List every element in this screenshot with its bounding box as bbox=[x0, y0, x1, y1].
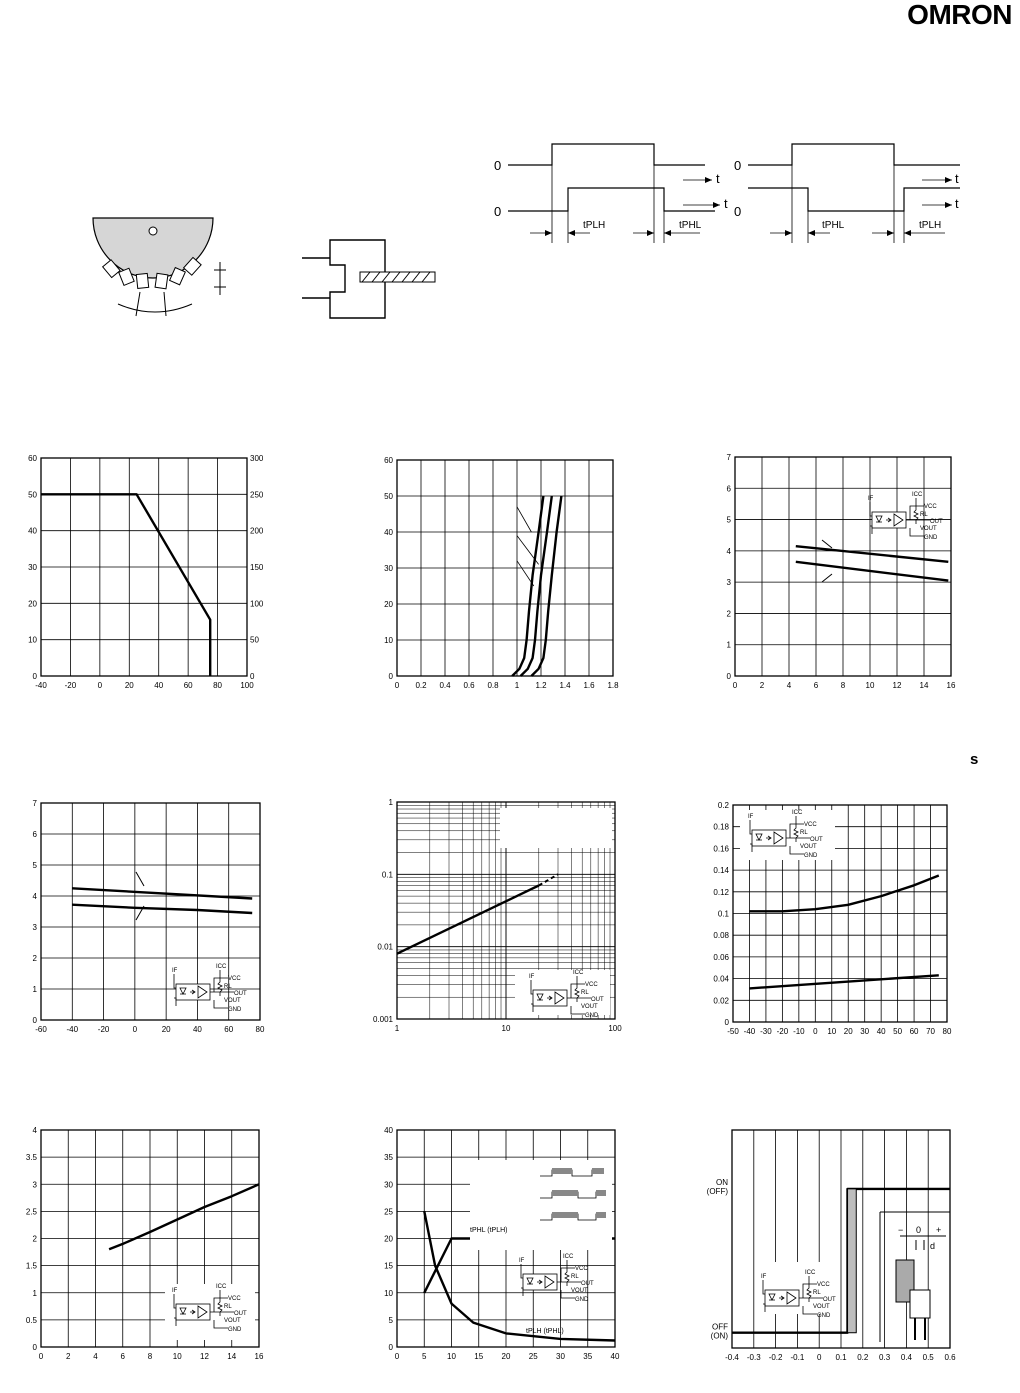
circuit-label-out: OUT bbox=[810, 837, 823, 843]
series-line-1 bbox=[750, 876, 939, 912]
circuit-label-icc: ICC bbox=[805, 1270, 816, 1276]
x-tick-label: 8 bbox=[147, 1352, 153, 1361]
y-tick-label: 3.5 bbox=[25, 1153, 37, 1163]
timing-t-top: t bbox=[955, 171, 959, 186]
x-tick-label: 0.3 bbox=[879, 1353, 891, 1362]
circuit-label-rl: RL bbox=[813, 1290, 821, 1296]
y-tick-label: 6 bbox=[32, 830, 37, 839]
y-tick-label: 1 bbox=[32, 1288, 37, 1298]
transition-hatch-band bbox=[848, 1189, 857, 1333]
y2-tick-label: 200 bbox=[250, 526, 264, 536]
x-tick-label: 60 bbox=[224, 1025, 234, 1034]
y-tick-label: 0.04 bbox=[713, 974, 729, 984]
circuit-label-out: OUT bbox=[591, 997, 604, 1003]
circuit-label-icc: ICC bbox=[216, 1284, 227, 1290]
x-tick-label: 0.2 bbox=[857, 1353, 869, 1362]
x-tick-label: 20 bbox=[161, 1025, 171, 1034]
circuit-label-vcc: VCC bbox=[585, 982, 598, 988]
y-tick-label: 0.18 bbox=[713, 822, 729, 832]
series bbox=[397, 874, 558, 953]
charts bbox=[26, 453, 956, 1362]
y-tick-label: 40 bbox=[384, 528, 393, 537]
tick-labels bbox=[725, 1353, 956, 1362]
x-tick-label: 0 bbox=[97, 681, 103, 690]
y2-tick-label: 300 bbox=[250, 454, 264, 463]
x-tick-label: 40 bbox=[610, 1352, 620, 1361]
x-tick-label: -40 bbox=[743, 1027, 756, 1036]
y-tick-label: 50 bbox=[28, 490, 37, 500]
circuit-label-if: IF bbox=[748, 814, 754, 820]
x-tick-label: -30 bbox=[760, 1027, 772, 1036]
dimension-lines bbox=[900, 1236, 946, 1250]
series-line-1 bbox=[796, 546, 949, 562]
x-tick-label: 20 bbox=[501, 1352, 511, 1361]
circuit-label-vcc: VCC bbox=[804, 822, 817, 828]
timing-t-top: t bbox=[716, 171, 720, 186]
y-tick-label: 4 bbox=[32, 892, 37, 901]
encoder-disk-illustration bbox=[93, 218, 226, 316]
hatch-box bbox=[552, 1212, 578, 1218]
timing-delay-right: tPLH bbox=[919, 220, 942, 231]
x-tick-label: 6 bbox=[813, 681, 819, 690]
y-tick-label: 0 bbox=[32, 1343, 37, 1352]
x-tick-label: 10 bbox=[827, 1027, 837, 1036]
x-tick-label: 0.2 bbox=[415, 681, 427, 690]
x-tick-label: -40 bbox=[66, 1025, 79, 1034]
circuit-label-vout: VOUT bbox=[571, 1288, 588, 1294]
y-tick-label: 35 bbox=[384, 1153, 393, 1163]
circuit-label-out: OUT bbox=[234, 991, 247, 997]
x-tick-label: 1.2 bbox=[535, 681, 547, 690]
y-tick-label: 0.01 bbox=[377, 942, 393, 952]
y-tick-label: 0 bbox=[388, 672, 393, 681]
circuit-label-gnd: GND bbox=[575, 1297, 589, 1303]
y2-tick-label: 50 bbox=[250, 635, 259, 645]
omron-logo: OMRON bbox=[907, 0, 1012, 30]
x-tick-label: 14 bbox=[227, 1352, 237, 1361]
circuit-label-vcc: VCC bbox=[228, 1296, 241, 1302]
y-tick-label: 6 bbox=[726, 484, 731, 494]
y-tick-label: 0.001 bbox=[372, 1015, 393, 1024]
x-tick-label: 80 bbox=[255, 1025, 265, 1034]
y-tick-label: 50 bbox=[384, 492, 393, 501]
grid bbox=[397, 460, 613, 676]
x-tick-label: -20 bbox=[97, 1025, 110, 1034]
x-tick-label: 0.1 bbox=[835, 1353, 847, 1362]
y-tick-label: 0 bbox=[32, 1016, 37, 1025]
series bbox=[512, 496, 561, 676]
y-tick-label: 0.12 bbox=[713, 887, 729, 897]
x-tick-label: 16 bbox=[946, 681, 956, 690]
timing-t-bottom: t bbox=[724, 196, 728, 211]
x-tick-label: 60 bbox=[909, 1027, 919, 1036]
x-tick-label: 0.6 bbox=[944, 1353, 956, 1362]
x-tick-label: 0.4 bbox=[900, 1353, 912, 1362]
circuit-label-vout: VOUT bbox=[581, 1004, 598, 1010]
chart-5 bbox=[373, 798, 622, 1033]
y-tick-label: 10 bbox=[384, 1288, 393, 1298]
series-line-3 bbox=[531, 496, 561, 676]
x-tick-label: 25 bbox=[528, 1352, 538, 1361]
x-tick-label: 70 bbox=[926, 1027, 935, 1036]
y-tick-label: 20 bbox=[384, 600, 393, 609]
y-tick-label: 15 bbox=[384, 1261, 393, 1271]
grid bbox=[41, 458, 247, 676]
y-tick-label: 0.14 bbox=[713, 866, 729, 876]
y-tick-label: 25 bbox=[384, 1207, 393, 1217]
y-tick-label: 30 bbox=[384, 1180, 393, 1190]
y2-tick-label: 250 bbox=[250, 490, 264, 500]
x-tick-label: -60 bbox=[35, 1025, 47, 1034]
x-tick-label: -0.2 bbox=[768, 1353, 783, 1362]
x-tick-label: 35 bbox=[583, 1352, 593, 1361]
x-tick-label: 16 bbox=[254, 1352, 264, 1361]
chart-8 bbox=[384, 1126, 620, 1361]
circuit-label-out: OUT bbox=[823, 1297, 836, 1303]
y-tick-label: 0.06 bbox=[713, 952, 729, 962]
x-tick-label: 10 bbox=[501, 1024, 511, 1033]
y-tick-label: 0 bbox=[388, 1343, 393, 1352]
circuit-label-rl: RL bbox=[224, 1304, 232, 1310]
chart-7 bbox=[26, 1126, 264, 1361]
y2-tick-label: 150 bbox=[250, 563, 264, 572]
series-line-1 bbox=[109, 1184, 259, 1249]
series bbox=[750, 876, 939, 989]
x-tick-label: -10 bbox=[793, 1027, 805, 1036]
x-tick-label: 10 bbox=[172, 1352, 182, 1361]
y-tick-label: 4 bbox=[32, 1126, 37, 1135]
x-tick-label: -20 bbox=[64, 681, 77, 690]
x-tick-label: 4 bbox=[786, 681, 792, 690]
x-tick-label: 0 bbox=[132, 1025, 138, 1034]
y-label-off: OFF bbox=[712, 1322, 728, 1332]
y2-tick-label: 100 bbox=[250, 599, 264, 609]
inset-label-minus: − bbox=[898, 1225, 904, 1235]
x-tick-label: 8 bbox=[840, 681, 846, 690]
label-mask bbox=[500, 808, 612, 848]
timing-zero-top: 0 bbox=[734, 158, 742, 173]
x-tick-label: 2 bbox=[759, 681, 765, 690]
x-tick-label: 1.4 bbox=[559, 681, 571, 690]
timing-t-bottom: t bbox=[955, 196, 959, 211]
arrow-heads bbox=[545, 177, 952, 236]
y-tick-label: 3 bbox=[32, 1180, 37, 1190]
timing-labels-left bbox=[494, 158, 728, 231]
x-tick-label: 100 bbox=[240, 681, 254, 690]
chart-9 bbox=[707, 1130, 956, 1362]
timing-delay-left: tPLH bbox=[583, 220, 606, 231]
y-tick-label: 2 bbox=[32, 954, 37, 963]
annotation-line bbox=[517, 561, 534, 586]
y-label-on: ON bbox=[716, 1177, 728, 1187]
series-line-2 bbox=[750, 975, 939, 988]
inset-label-zero: 0 bbox=[916, 1225, 922, 1235]
inset-backdrop bbox=[470, 1160, 612, 1250]
x-tick-label: 0.8 bbox=[487, 681, 499, 690]
y-tick-label: 7 bbox=[32, 799, 37, 808]
circuit-label-if: IF bbox=[519, 1258, 525, 1264]
y-label-off-alt: (ON) bbox=[710, 1331, 728, 1341]
x-tick-label: 30 bbox=[556, 1352, 565, 1361]
x-tick-label: 0.6 bbox=[463, 681, 475, 690]
y-tick-label: 3 bbox=[32, 923, 37, 932]
circuit-label-rl: RL bbox=[920, 512, 928, 518]
x-tick-label: 4 bbox=[93, 1352, 98, 1361]
circuit-label-vout: VOUT bbox=[920, 526, 937, 532]
y-tick-label: 0.16 bbox=[713, 844, 729, 854]
series-line-2 bbox=[72, 905, 252, 913]
y-tick-label: 30 bbox=[28, 563, 37, 572]
x-tick-label: 12 bbox=[892, 681, 902, 690]
x-tick-label: -0.4 bbox=[725, 1353, 739, 1362]
circuit-label-vout: VOUT bbox=[800, 844, 817, 850]
stray-s-mark: s bbox=[970, 751, 979, 768]
series bbox=[72, 888, 252, 913]
x-tick-label: 80 bbox=[213, 681, 223, 690]
series-line-1 bbox=[72, 888, 252, 898]
x-tick-label: 0 bbox=[38, 1352, 44, 1361]
illustrations bbox=[93, 144, 960, 318]
circuit-label-if: IF bbox=[172, 968, 178, 974]
series bbox=[41, 494, 210, 676]
series bbox=[109, 1184, 259, 1249]
circuit-label-vout: VOUT bbox=[813, 1304, 830, 1310]
circuit-label-icc: ICC bbox=[573, 970, 584, 976]
x-tick-label: -40 bbox=[35, 681, 47, 690]
circuit-label-gnd: GND bbox=[585, 1013, 599, 1019]
photointerrupter-illustration bbox=[302, 240, 435, 318]
x-tick-label: 0 bbox=[813, 1027, 818, 1036]
test-circuit-inset bbox=[868, 492, 943, 541]
x-tick-label: 100 bbox=[608, 1024, 622, 1033]
y-tick-label: 0.02 bbox=[713, 996, 729, 1006]
x-tick-label: 30 bbox=[860, 1027, 870, 1036]
timing-zero-bottom: 0 bbox=[494, 204, 502, 219]
x-tick-label: 80 bbox=[942, 1027, 952, 1036]
hatch-box bbox=[596, 1190, 606, 1196]
y2-tick-label: 0 bbox=[250, 672, 255, 681]
y-tick-label: 2 bbox=[32, 1234, 37, 1244]
circuit-label-gnd: GND bbox=[817, 1313, 831, 1319]
hatch-box bbox=[552, 1168, 572, 1174]
inset-label-d: d bbox=[930, 1241, 936, 1251]
on-off-labels bbox=[707, 1178, 729, 1341]
hatch-box bbox=[596, 1212, 606, 1218]
series bbox=[796, 546, 949, 580]
y-tick-label: 30 bbox=[384, 564, 393, 573]
circuit-label-gnd: GND bbox=[924, 535, 938, 541]
series-label-tphl: tPHL (tPLH) bbox=[470, 1227, 508, 1234]
chart-2 bbox=[384, 456, 619, 690]
circuit-label-out: OUT bbox=[581, 1281, 594, 1287]
circuit-label-rl: RL bbox=[800, 830, 808, 836]
timing-zero-bottom: 0 bbox=[734, 204, 742, 219]
circuit-label-icc: ICC bbox=[912, 492, 923, 498]
test-circuit-inset bbox=[519, 1254, 594, 1303]
inset-labels bbox=[898, 1225, 941, 1251]
circuit-label-vcc: VCC bbox=[228, 976, 241, 982]
x-tick-label: 0 bbox=[816, 1353, 822, 1362]
annotation-lines bbox=[517, 507, 539, 586]
x-tick-label: 20 bbox=[124, 681, 134, 690]
x-tick-label: 40 bbox=[876, 1027, 886, 1036]
y-tick-label: 60 bbox=[384, 456, 393, 465]
y-tick-label: 20 bbox=[28, 599, 37, 609]
circuit-label-vcc: VCC bbox=[817, 1282, 830, 1288]
circuit-label-rl: RL bbox=[581, 990, 589, 996]
x-tick-label: 5 bbox=[422, 1352, 427, 1361]
y-tick-label: 2 bbox=[726, 609, 731, 619]
curve-pointer-lines bbox=[822, 540, 832, 582]
x-tick-label: 1 bbox=[394, 1024, 400, 1033]
y-tick-label: 0 bbox=[726, 672, 731, 681]
circuit-label-icc: ICC bbox=[563, 1254, 574, 1260]
circuit-label-if: IF bbox=[529, 974, 535, 980]
inset-label-plus: + bbox=[936, 1225, 942, 1235]
sensor-pins bbox=[915, 1318, 925, 1340]
circuit-label-icc: ICC bbox=[792, 810, 803, 816]
x-tick-label: 60 bbox=[183, 681, 193, 690]
x-tick-label: -50 bbox=[727, 1027, 739, 1036]
y-tick-label: 2.5 bbox=[25, 1207, 37, 1217]
x-tick-label: 15 bbox=[474, 1352, 484, 1361]
x-tick-label: 12 bbox=[200, 1352, 209, 1361]
x-tick-label: 50 bbox=[893, 1027, 903, 1036]
timing-delay-right: tPHL bbox=[679, 220, 702, 231]
y-tick-label: 1.5 bbox=[25, 1261, 37, 1271]
y-tick-label: 5 bbox=[32, 861, 37, 870]
tick-labels bbox=[28, 454, 264, 690]
timing-delay-left: tPHL bbox=[822, 220, 845, 231]
series-line-2 bbox=[796, 562, 949, 581]
series-line-2 bbox=[539, 874, 558, 885]
circuit-label-if: IF bbox=[761, 1274, 767, 1280]
x-tick-label: 10 bbox=[447, 1352, 456, 1361]
y-tick-label: 40 bbox=[384, 1126, 393, 1135]
x-tick-label: 10 bbox=[865, 681, 875, 690]
y-tick-label: 0.1 bbox=[717, 909, 729, 919]
y-tick-label: 1 bbox=[32, 985, 37, 994]
circuit-label-rl: RL bbox=[224, 984, 232, 990]
timing-labels-right bbox=[734, 158, 959, 231]
hatch-box bbox=[592, 1168, 604, 1174]
test-circuit-inset bbox=[172, 964, 247, 1013]
circuit-label-gnd: GND bbox=[228, 1007, 242, 1013]
y-tick-label: 10 bbox=[384, 636, 393, 645]
chart-6 bbox=[713, 801, 952, 1036]
x-tick-label: -0.1 bbox=[790, 1353, 805, 1362]
circuit-label-gnd: GND bbox=[804, 853, 818, 859]
x-tick-label: 1.6 bbox=[583, 681, 595, 690]
chart-3 bbox=[727, 453, 956, 690]
x-tick-label: 0 bbox=[394, 1352, 400, 1361]
y-tick-label: 1 bbox=[388, 798, 393, 807]
y-tick-label: 0 bbox=[32, 672, 37, 681]
circuit-label-vcc: VCC bbox=[575, 1266, 588, 1272]
hatch-box bbox=[552, 1190, 578, 1196]
tick-labels bbox=[384, 456, 619, 690]
x-tick-label: 40 bbox=[192, 1025, 202, 1034]
y-label-on-alt: (OFF) bbox=[706, 1186, 728, 1196]
y-tick-label: 10 bbox=[28, 635, 37, 645]
series-line-1 bbox=[397, 886, 539, 954]
circuit-label-gnd: GND bbox=[228, 1327, 242, 1333]
x-tick-label: 0 bbox=[732, 681, 738, 690]
x-tick-label: 0.4 bbox=[439, 681, 451, 690]
circuit-label-vout: VOUT bbox=[224, 998, 241, 1004]
y-tick-label: 40 bbox=[28, 526, 37, 536]
circuit-label-icc: ICC bbox=[216, 964, 227, 970]
timing-zero-top: 0 bbox=[494, 158, 502, 173]
y-tick-label: 1 bbox=[726, 640, 731, 650]
y-tick-label: 5 bbox=[726, 515, 731, 525]
series-line-1 bbox=[41, 494, 210, 676]
x-tick-label: 0.5 bbox=[922, 1353, 934, 1362]
series-label-tplh: tPLH (tPHL) bbox=[526, 1328, 564, 1335]
x-tick-label: -20 bbox=[776, 1027, 789, 1036]
sensor-body bbox=[910, 1290, 930, 1318]
y-tick-label: 0.2 bbox=[717, 801, 729, 810]
y-tick-label: 0 bbox=[724, 1018, 729, 1027]
circuit-label-rl: RL bbox=[571, 1274, 579, 1280]
y-tick-label: 0.08 bbox=[713, 931, 729, 941]
annotation-line bbox=[517, 507, 531, 532]
y-tick-label: 0.1 bbox=[381, 870, 393, 880]
circuit-label-out: OUT bbox=[234, 1311, 247, 1317]
x-tick-label: -0.3 bbox=[746, 1353, 761, 1362]
y-tick-label: 7 bbox=[726, 453, 731, 462]
circuit-label-if: IF bbox=[868, 496, 874, 502]
circuit-label-vcc: VCC bbox=[924, 504, 937, 510]
x-tick-label: 0 bbox=[394, 681, 400, 690]
x-tick-label: 14 bbox=[919, 681, 929, 690]
x-tick-label: 6 bbox=[120, 1352, 125, 1361]
y-tick-label: 20 bbox=[384, 1234, 393, 1244]
circuit-label-vout: VOUT bbox=[224, 1318, 241, 1324]
x-tick-label: 1 bbox=[514, 681, 520, 690]
y-tick-label: 0.5 bbox=[25, 1315, 37, 1325]
circuit-label-out: OUT bbox=[930, 519, 943, 525]
x-tick-label: 1.8 bbox=[607, 681, 619, 690]
y-tick-label: 60 bbox=[28, 454, 37, 463]
y-tick-label: 5 bbox=[388, 1315, 393, 1325]
x-tick-label: 40 bbox=[154, 681, 164, 690]
y-tick-label: 3 bbox=[726, 578, 731, 588]
y-tick-label: 4 bbox=[726, 546, 731, 556]
chart-1 bbox=[28, 454, 264, 690]
circuit-label-if: IF bbox=[172, 1288, 178, 1294]
x-tick-label: 2 bbox=[66, 1352, 71, 1361]
x-tick-label: 20 bbox=[843, 1027, 853, 1036]
chart-4 bbox=[33, 799, 265, 1034]
